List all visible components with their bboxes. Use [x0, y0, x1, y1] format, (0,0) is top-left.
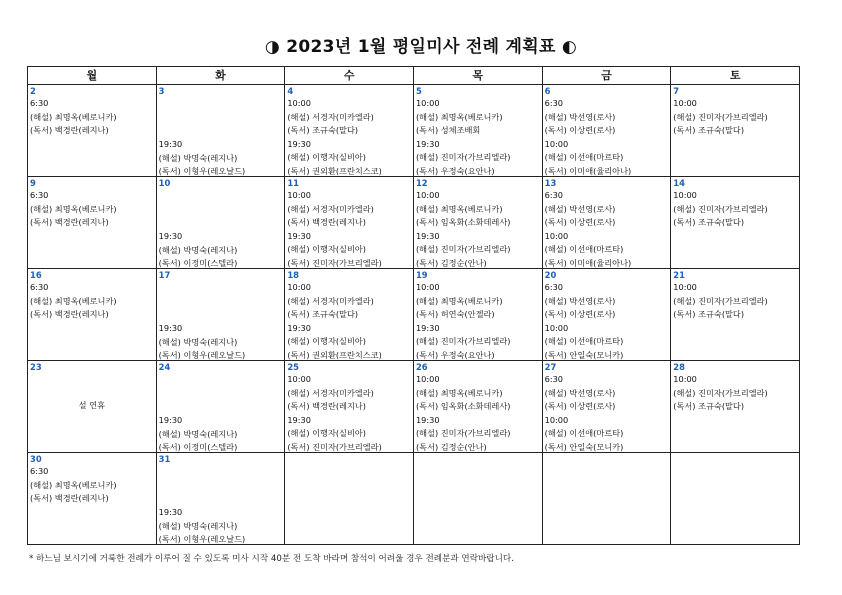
assignment-line: (독서) 김정순(안나) — [415, 441, 487, 452]
date-number: 17 — [158, 270, 171, 280]
assignment-line: (해설) 이행자(실비아) — [287, 428, 366, 439]
assignment-line: (독서) 조규숙(말다) — [287, 125, 359, 136]
assignment-line: (독서) 우정숙(요안나) — [415, 165, 495, 176]
spacer — [159, 281, 283, 322]
mass-time: 19:30 — [415, 138, 440, 149]
assignment-line: (해설) 최명옥(베로니카) — [415, 203, 503, 214]
day-cell — [28, 269, 157, 361]
assignment-line: (독서) 성체조배회 — [415, 125, 481, 136]
day-cell — [413, 453, 542, 545]
day-content — [28, 85, 156, 176]
date-number: 31 — [158, 454, 171, 464]
assignment-line: (해설) 박명숙(레지나) — [158, 428, 238, 439]
mass-time: 6:30 — [30, 282, 49, 292]
date-number: 7 — [673, 86, 680, 96]
date-number: 21 — [673, 270, 685, 280]
assignment-line: (독서) 조규숙(말다) — [287, 309, 359, 320]
assignment-line: (해설) 박명숙(레지나) — [158, 244, 238, 255]
date-number: 9 — [30, 178, 36, 188]
assignment-line: (독서) 이형우(레오날드) — [158, 350, 246, 360]
assignment-line: (독서) 이미애(율리아나) — [544, 165, 632, 176]
page-title: ◑ 2023년 1월 평일미사 전례 계획표 ◐ — [264, 37, 578, 57]
assignment-line: (독서) 백경란(레지나) — [30, 125, 109, 136]
day-cell — [413, 85, 542, 177]
mass-time: 6:30 — [30, 190, 49, 200]
day-content — [157, 269, 285, 360]
assignment-line: (독서) 권외환(프란치스코) — [287, 349, 382, 360]
day-content — [285, 453, 413, 544]
spacer — [159, 373, 283, 414]
mass-time: 19:30 — [415, 230, 440, 241]
mass-time: 6:30 — [544, 374, 564, 384]
day-cell — [542, 361, 671, 453]
assignment-line: (독서) 조규숙(말다) — [673, 309, 745, 320]
assignment-line: (독서) 조규숙(말다) — [673, 217, 745, 228]
day-cell — [671, 85, 800, 177]
assignment-line: (해설) 최명옥(베로니카) — [415, 295, 503, 306]
day-content — [414, 453, 542, 544]
assignment-line: (독서) 이상련(로사) — [544, 125, 616, 136]
day-content — [28, 177, 156, 268]
date-number: 25 — [287, 362, 299, 372]
mass-time: 19:30 — [287, 414, 311, 425]
weekday-header: 월 — [28, 67, 157, 85]
assignment-line: (해설) 진미자(가브리엘라) — [415, 152, 511, 163]
assignment-line: (독서) 백경란(레지나) — [30, 309, 109, 320]
date-number: 6 — [544, 86, 551, 96]
assignment-line: (해설) 진미자(가브리엘라) — [673, 203, 768, 214]
day-content — [157, 85, 285, 176]
week-row — [28, 269, 800, 361]
mass-time: 10:00 — [287, 374, 311, 384]
mass-time: 10:00 — [544, 322, 569, 333]
date-number: 11 — [287, 178, 299, 188]
footnote: * 하느님 보시기에 거룩한 전례가 이루어 질 수 있도록 미사 시작 40분 전 도착 바라며 참석이 어려울 경우 전례분과 연락바랍니다. — [29, 554, 514, 564]
day-content — [157, 453, 285, 544]
assignment-line: (해설) 진미자(가브리엘라) — [415, 336, 511, 347]
mass-time: 10:00 — [287, 190, 311, 200]
week-row — [28, 177, 800, 269]
mass-time: 10:00 — [673, 98, 697, 108]
assignment-line: (해설) 최명옥(베로니카) — [30, 479, 117, 490]
mass-time: 19:30 — [158, 507, 183, 517]
assignment-line: (해설) 최명옥(베로니카) — [415, 387, 503, 398]
weekday-header: 토 — [671, 67, 800, 85]
day-content — [543, 85, 671, 176]
assignment-line: (독서) 백경란(레지나) — [287, 217, 366, 228]
weekday-header: 화 — [156, 67, 285, 85]
schedule-table — [27, 66, 800, 545]
mass-time: 19:30 — [415, 322, 440, 333]
day-content — [285, 177, 413, 268]
assignment-line: (해설) 이선애(마르타) — [544, 244, 624, 255]
day-content — [543, 177, 671, 268]
week-row — [28, 85, 800, 177]
day-cell — [285, 269, 414, 361]
assignment-line: (해설) 최명옥(베로니카) — [30, 295, 117, 306]
spacer — [159, 97, 283, 138]
day-cell — [28, 453, 157, 545]
assignment-line: (해설) 최명옥(베로니카) — [30, 111, 117, 122]
assignment-line: (독서) 이형우(레오날드) — [158, 534, 246, 544]
day-content — [157, 177, 285, 268]
day-cell — [156, 269, 285, 361]
spacer — [159, 189, 283, 230]
day-content — [671, 361, 799, 452]
mass-time: 10:00 — [415, 282, 440, 292]
date-number: 20 — [544, 270, 557, 280]
day-content — [671, 177, 799, 268]
mass-time: 10:00 — [544, 230, 569, 241]
day-content — [285, 269, 413, 360]
mass-time: 6:30 — [544, 282, 564, 292]
date-number: 27 — [544, 362, 557, 372]
date-number: 16 — [30, 270, 42, 280]
assignment-line: (독서) 이상련(로사) — [544, 217, 616, 228]
assignment-line: (독서) 이정미(스텔라) — [158, 258, 238, 268]
assignment-line: (해설) 최명옥(베로니카) — [415, 111, 503, 122]
mass-time: 10:00 — [673, 282, 697, 292]
assignment-line: (독서) 안일숙(모니카) — [544, 349, 624, 360]
assignment-line: (독서) 이상련(로사) — [544, 309, 616, 320]
weekday-header: 금 — [542, 67, 671, 85]
day-content — [414, 269, 542, 360]
day-cell — [542, 177, 671, 269]
assignment-line: (해설) 박선영(로사) — [544, 203, 616, 214]
day-cell — [156, 453, 285, 545]
day-content — [671, 453, 799, 544]
date-number: 3 — [158, 86, 165, 96]
mass-time: 10:00 — [415, 98, 440, 108]
assignment-line: (해설) 최명옥(베로니카) — [30, 203, 117, 214]
mass-time: 10:00 — [673, 190, 697, 200]
weekday-header: 수 — [285, 67, 414, 85]
assignment-line: (해설) 진미자(가브리엘라) — [673, 295, 768, 306]
day-cell — [671, 453, 800, 545]
day-content — [28, 269, 156, 360]
day-content — [414, 177, 542, 268]
mass-time: 6:30 — [544, 98, 564, 108]
date-number: 2 — [30, 86, 36, 96]
mass-time: 10:00 — [673, 374, 697, 384]
mass-time: 10:00 — [544, 138, 569, 149]
assignment-line: (독서) 조규숙(말다) — [673, 125, 745, 136]
schedule-body — [28, 85, 800, 545]
mass-time: 19:30 — [158, 323, 183, 333]
date-number: 19 — [415, 270, 428, 280]
mass-time: 19:30 — [287, 138, 311, 149]
mass-time: 6:30 — [544, 190, 564, 200]
date-number: 30 — [30, 454, 42, 464]
day-cell — [671, 361, 800, 453]
assignment-line: (독서) 조규숙(말다) — [673, 401, 745, 412]
date-number: 23 — [30, 362, 42, 372]
mass-time: 10:00 — [287, 98, 311, 108]
assignment-line: (독서) 안일숙(모니카) — [544, 441, 624, 452]
assignment-line: (해설) 서경자(미카엘라) — [287, 295, 374, 306]
assignment-line: (해설) 이선애(마르타) — [544, 428, 624, 439]
assignment-line: (해설) 서경자(미카엘라) — [287, 203, 374, 214]
assignment-line: (해설) 박선영(로사) — [544, 111, 616, 122]
assignment-line: (해설) 진미자(가브리엘라) — [673, 387, 768, 398]
day-cell — [542, 85, 671, 177]
day-content — [543, 361, 671, 452]
weekday-header: 목 — [413, 67, 542, 85]
day-cell — [285, 361, 414, 453]
day-cell — [28, 85, 157, 177]
mass-time: 10:00 — [544, 414, 569, 425]
assignment-line: (해설) 서경자(미카엘라) — [287, 111, 374, 122]
assignment-line: (해설) 진미자(가브리엘라) — [673, 111, 768, 122]
day-content — [157, 361, 285, 452]
assignment-line: (독서) 임옥화(소화데레사) — [415, 217, 511, 228]
date-number: 13 — [544, 178, 557, 188]
assignment-line: (독서) 이미애(율리아나) — [544, 257, 632, 268]
day-cell — [156, 85, 285, 177]
day-content — [671, 269, 799, 360]
assignment-line: (독서) 이형우(레오날드) — [158, 166, 246, 176]
assignment-line: (해설) 진미자(가브리엘라) — [415, 244, 511, 255]
assignment-line: (독서) 임옥화(소화데레사) — [415, 401, 511, 412]
day-content — [285, 85, 413, 176]
day-content — [414, 361, 542, 452]
mass-time: 19:30 — [158, 415, 183, 425]
assignment-line: (독서) 권외환(프란치스코) — [287, 165, 382, 176]
mass-time: 19:30 — [158, 231, 183, 241]
mass-time: 10:00 — [415, 190, 440, 200]
date-number: 4 — [287, 86, 294, 96]
assignment-line: (해설) 서경자(미카엘라) — [287, 387, 374, 398]
date-number: 24 — [158, 362, 171, 372]
day-cell — [285, 85, 414, 177]
date-number: 14 — [673, 178, 685, 188]
day-cell — [542, 269, 671, 361]
mass-time: 19:30 — [158, 139, 183, 149]
mass-time: 10:00 — [287, 282, 311, 292]
assignment-line: (해설) 이행자(실비아) — [287, 152, 366, 163]
day-cell — [156, 177, 285, 269]
day-content — [28, 361, 156, 452]
date-number: 10 — [158, 178, 171, 188]
day-cell — [413, 177, 542, 269]
assignment-line: (해설) 박명숙(레지나) — [158, 520, 238, 531]
assignment-line: (독서) 우정숙(요안나) — [415, 349, 495, 360]
assignment-line: (해설) 박명숙(레지나) — [158, 152, 238, 163]
assignment-line: (독서) 백경란(레지나) — [287, 401, 366, 412]
assignment-line: (해설) 박선영(로사) — [544, 295, 616, 306]
assignment-line: (해설) 진미자(가브리엘라) — [415, 428, 511, 439]
assignment-line: (독서) 이상련(로사) — [544, 401, 616, 412]
date-number: 18 — [287, 270, 299, 280]
day-content — [543, 453, 671, 544]
day-cell — [28, 177, 157, 269]
mass-time: 6:30 — [30, 98, 49, 108]
day-cell — [28, 361, 157, 453]
mass-time: 19:30 — [415, 414, 440, 425]
date-number: 28 — [673, 362, 685, 372]
holiday-label: 설 연휴 — [78, 400, 105, 410]
assignment-line: (독서) 백경란(레지나) — [30, 493, 109, 504]
day-content — [28, 453, 156, 544]
day-content — [414, 85, 542, 176]
assignment-line: (독서) 허연숙(안젤라) — [415, 309, 495, 320]
date-number: 12 — [415, 178, 428, 188]
mass-time: 10:00 — [415, 374, 440, 384]
date-number: 5 — [415, 86, 422, 96]
assignment-line: (해설) 이선애(마르타) — [544, 336, 624, 347]
mass-time: 19:30 — [287, 230, 311, 241]
day-cell — [285, 177, 414, 269]
day-content — [285, 361, 413, 452]
week-row — [28, 361, 800, 453]
assignment-line: (독서) 진미자(가브리엘라) — [287, 441, 382, 452]
day-content — [543, 269, 671, 360]
weekday-header-row — [28, 67, 800, 85]
assignment-line: (독서) 백경란(레지나) — [30, 217, 109, 228]
day-cell — [156, 361, 285, 453]
day-content — [671, 85, 799, 176]
date-number: 26 — [415, 362, 428, 372]
mass-time: 6:30 — [30, 466, 49, 476]
week-row — [28, 453, 800, 545]
day-cell — [671, 269, 800, 361]
assignment-line: (해설) 이선애(마르타) — [544, 152, 624, 163]
assignment-line: (해설) 박명숙(레지나) — [158, 336, 238, 347]
assignment-line: (독서) 진미자(가브리엘라) — [287, 257, 382, 268]
day-cell — [413, 269, 542, 361]
day-cell — [413, 361, 542, 453]
mass-time: 19:30 — [287, 322, 311, 333]
assignment-line: (해설) 이행자(실비아) — [287, 336, 366, 347]
day-cell — [542, 453, 671, 545]
spacer — [159, 465, 283, 506]
assignment-line: (독서) 김정순(안나) — [415, 257, 487, 268]
assignment-line: (독서) 이정미(스텔라) — [158, 442, 238, 452]
assignment-line: (해설) 이행자(실비아) — [287, 244, 366, 255]
day-cell — [285, 453, 414, 545]
assignment-line: (해설) 박선영(로사) — [544, 387, 616, 398]
day-cell — [671, 177, 800, 269]
